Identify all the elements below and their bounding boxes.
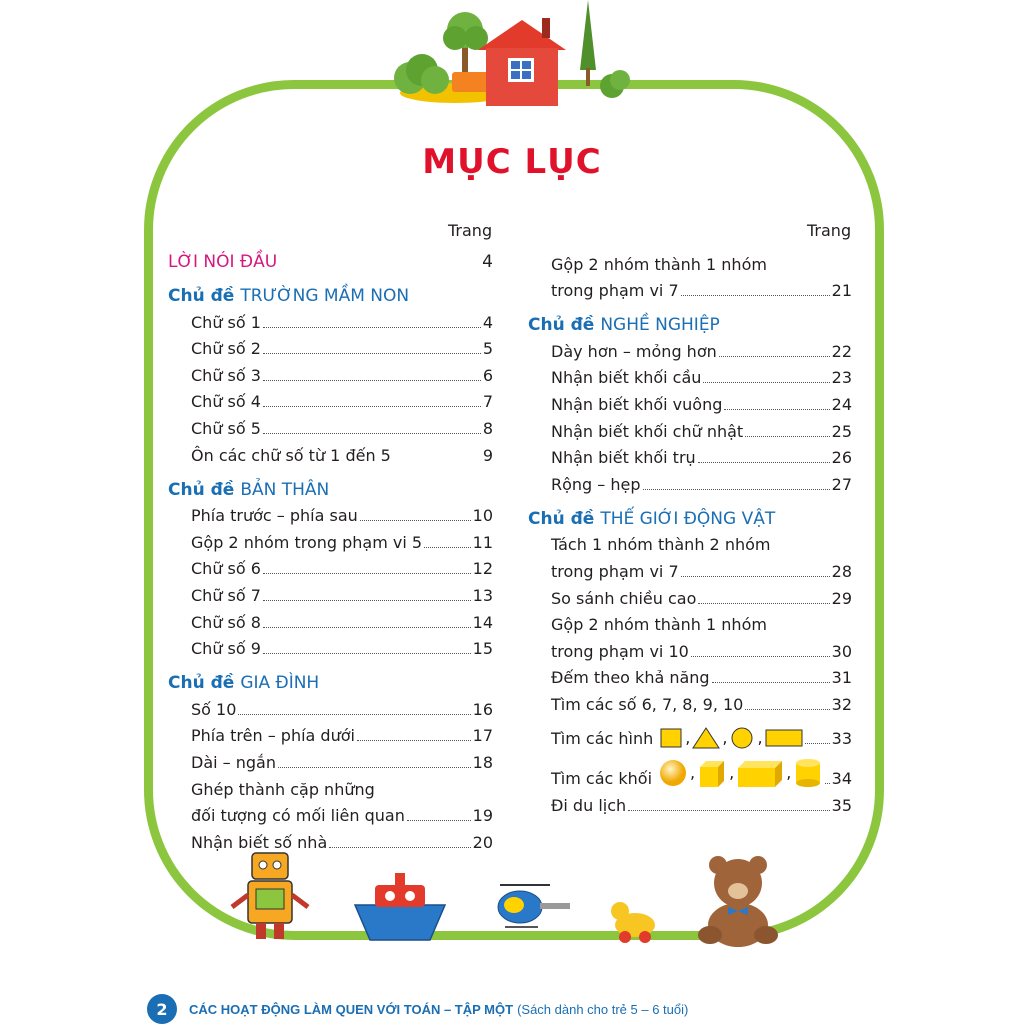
entry-page: 23 — [831, 368, 852, 388]
page-footer — [147, 994, 688, 1024]
entry-page: 30 — [831, 641, 852, 661]
toc-entry[interactable] — [528, 362, 852, 389]
entry-title: trong phạm vi 7 — [551, 561, 679, 581]
book-title: CÁC HOẠT ĐỘNG LÀM QUEN VỚI TOÁN – TẬP MỘT — [189, 1001, 514, 1017]
entry-page: 10 — [472, 506, 493, 526]
entry-title: Chữ số 5 — [191, 418, 261, 438]
topic-prefix: Chủ đề — [528, 315, 595, 336]
entry-title: Ôn các chữ số từ 1 đến 5 — [191, 445, 391, 465]
page-column-header-right: Trang — [807, 221, 852, 240]
toc-entry[interactable] — [528, 749, 852, 789]
entry-title: Chữ số 2 — [191, 339, 261, 359]
entry-page: 34 — [831, 768, 852, 788]
toc-entry[interactable] — [528, 789, 852, 816]
dot-leader — [643, 489, 830, 490]
shape-icons: , , , — [659, 727, 802, 749]
toc-entry[interactable] — [528, 582, 852, 609]
entry-title: Tìm các số 6, 7, 8, 9, 10 — [551, 694, 744, 714]
teddy-bear-illustration — [698, 856, 778, 947]
topic-prefix: Chủ đề — [168, 479, 235, 500]
cuboid-icon — [736, 758, 784, 788]
toc-entry[interactable] — [528, 388, 852, 415]
entry-title: Chữ số 4 — [191, 392, 261, 412]
entry-page: 28 — [831, 561, 852, 581]
toc-entry[interactable] — [168, 693, 493, 720]
entry-title: Nhận biết khối cầu — [551, 368, 702, 388]
dot-leader — [238, 714, 470, 715]
toc-entry[interactable] — [168, 412, 493, 439]
entry-lead-line: Gộp 2 nhóm thành 1 nhóm — [551, 254, 767, 274]
dot-leader — [805, 743, 830, 744]
toc-entry[interactable] — [168, 359, 493, 386]
entry-page: 22 — [831, 341, 852, 361]
entry-title: Nhận biết khối vuông — [551, 394, 723, 414]
dot-leader — [703, 382, 829, 383]
entry-title: Chữ số 9 — [191, 639, 261, 659]
sphere-icon — [658, 758, 688, 788]
entry-title: trong phạm vi 7 — [551, 281, 679, 301]
entry-page: 19 — [472, 806, 493, 826]
entry-page: 7 — [482, 392, 493, 412]
dot-leader — [424, 547, 471, 548]
entry-lead-line: Tách 1 nhóm thành 2 nhóm — [551, 535, 771, 555]
toc-entry[interactable] — [528, 468, 852, 495]
entry-lead-line: Ghép thành cặp những — [191, 779, 375, 799]
entry-page: 35 — [831, 795, 852, 815]
page-title: MỤC LỤC — [422, 142, 602, 182]
dot-leader — [745, 436, 829, 437]
entry-title: Chữ số 7 — [191, 585, 261, 605]
entry-page: 18 — [472, 752, 493, 772]
entry-title: trong phạm vi 10 — [551, 641, 689, 661]
entry-title: Chữ số 3 — [191, 365, 261, 385]
entry-title: Dày hơn – mỏng hơn — [551, 341, 717, 361]
robot-illustration — [232, 853, 308, 939]
toys-illustration — [220, 845, 780, 950]
entry-title: Đi du lịch — [551, 795, 627, 815]
page-number-badge: 2 — [147, 994, 177, 1024]
dot-leader — [691, 656, 830, 657]
entry-title: Chữ số 6 — [191, 559, 261, 579]
entry-page: 20 — [472, 832, 493, 852]
toc-right-column — [528, 248, 852, 816]
entry-page: 33 — [831, 728, 852, 748]
toc-entry[interactable] — [528, 415, 852, 442]
topic-heading — [168, 276, 493, 306]
dot-leader — [357, 740, 471, 741]
dot-leader — [681, 295, 830, 296]
entry-page: 13 — [472, 585, 493, 605]
entry-page: 21 — [831, 281, 852, 301]
entry-page: 6 — [482, 365, 493, 385]
dot-leader — [745, 709, 829, 710]
entry-page: 29 — [831, 588, 852, 608]
entry-title: Đếm theo khả năng — [551, 668, 710, 688]
dot-leader — [681, 576, 830, 577]
entry-page: 26 — [831, 448, 852, 468]
circle-icon — [729, 727, 755, 749]
toc-entry[interactable] — [168, 333, 493, 360]
toc-entry[interactable] — [528, 555, 852, 582]
entry-page: 27 — [831, 474, 852, 494]
entry-page: 14 — [472, 612, 493, 632]
page-column-header-left: Trang — [448, 221, 493, 240]
dot-leader — [263, 433, 481, 434]
topic-name: THẾ GIỚI ĐỘNG VẬT — [600, 508, 776, 529]
boat-illustration — [355, 873, 445, 940]
entry-title: Tìm các hình — [551, 728, 654, 748]
entry-title: Nhận biết số nhà — [191, 832, 328, 852]
topic-prefix: Chủ đề — [168, 286, 235, 306]
toc-entry[interactable] — [528, 335, 852, 362]
toc-entry[interactable] — [168, 500, 493, 527]
dot-leader — [719, 356, 830, 357]
entry-title: Nhận biết khối trụ — [551, 448, 696, 468]
topic-heading — [168, 470, 493, 500]
entry-page: 12 — [472, 559, 493, 579]
toc-entry[interactable] — [528, 442, 852, 469]
book-subtitle: (Sách dành cho trẻ 5 – 6 tuổi) — [517, 1001, 689, 1017]
toc-entry[interactable] — [168, 306, 493, 333]
toc-entry[interactable] — [528, 715, 852, 749]
dot-leader — [628, 810, 830, 811]
rectangle-icon — [765, 727, 803, 749]
entry-page: 4 — [482, 312, 493, 332]
dot-leader — [724, 409, 829, 410]
toc-entry[interactable] — [528, 635, 852, 662]
dot-leader — [698, 603, 829, 604]
entry-title: Số 10 — [191, 699, 237, 719]
dot-leader — [712, 682, 830, 683]
helicopter-illustration — [498, 885, 570, 927]
entry-page: 24 — [831, 394, 852, 414]
topic-prefix: Chủ đề — [168, 673, 235, 694]
entry-page: 25 — [831, 421, 852, 441]
entry-page: 5 — [482, 339, 493, 359]
topic-name: BẢN THÂN — [240, 479, 330, 500]
toc-entry[interactable] — [168, 553, 493, 580]
dot-leader — [263, 353, 481, 354]
topic-name: TRƯỜNG MẦM NON — [240, 286, 410, 306]
duck-toy-illustration — [611, 902, 655, 943]
entry-page: 16 — [472, 699, 493, 719]
toc-entry[interactable] — [168, 386, 493, 413]
dot-leader — [263, 380, 481, 381]
entry-title: Phía trên – phía dưới — [191, 726, 355, 746]
entry-page: 31 — [831, 668, 852, 688]
toc-entry[interactable] — [168, 526, 493, 553]
entry-page: 17 — [472, 726, 493, 746]
square-icon — [659, 727, 683, 749]
cube-icon — [697, 758, 727, 788]
toc-preface-entry[interactable] — [168, 248, 493, 272]
entry-title: Dài – ngắn — [191, 752, 276, 772]
toc-entry[interactable] — [168, 439, 493, 466]
topic-heading — [528, 499, 852, 529]
entry-title: Rộng – hẹp — [551, 474, 641, 494]
toc-entry[interactable] — [168, 800, 493, 827]
solid-icons: , , , — [658, 757, 823, 789]
toc-entry[interactable] — [168, 720, 493, 747]
entry-page: 8 — [482, 418, 493, 438]
topic-name: GIA ĐÌNH — [240, 673, 320, 694]
entry-title: So sánh chiều cao — [551, 588, 697, 608]
toc-entry[interactable] — [168, 606, 493, 633]
entry-title: đối tượng có mối liên quan — [191, 806, 405, 826]
dot-leader — [263, 653, 471, 654]
toc-entry[interactable] — [528, 275, 852, 302]
entry-title: Chữ số 1 — [191, 312, 261, 332]
preface-title: LỜI NÓI ĐẦU — [168, 252, 278, 272]
dot-leader — [263, 406, 481, 407]
entry-page: 11 — [472, 532, 493, 552]
preface-page: 4 — [482, 252, 493, 272]
topic-prefix: Chủ đề — [528, 508, 595, 529]
entry-title: Phía trước – phía sau — [191, 506, 358, 526]
house-scene-illustration — [390, 0, 640, 110]
entry-lead-line: Gộp 2 nhóm thành 1 nhóm — [551, 615, 767, 635]
toc-entry[interactable] — [168, 746, 493, 773]
entry-title: Tìm các khối — [551, 768, 653, 788]
dot-leader — [263, 600, 471, 601]
dot-leader — [360, 520, 471, 521]
entry-title: Chữ số 8 — [191, 612, 261, 632]
dot-leader — [263, 573, 471, 574]
toc-entry[interactable] — [528, 688, 852, 715]
toc-entry[interactable] — [168, 633, 493, 660]
dot-leader — [825, 783, 829, 784]
toc-entry[interactable] — [168, 579, 493, 606]
entry-title: Gộp 2 nhóm trong phạm vi 5 — [191, 532, 423, 552]
triangle-icon — [692, 727, 720, 749]
dot-leader — [263, 327, 481, 328]
entry-title: Nhận biết khối chữ nhật — [551, 421, 744, 441]
dot-leader — [407, 820, 471, 821]
dot-leader — [263, 627, 471, 628]
entry-page: 15 — [472, 639, 493, 659]
dot-leader — [278, 767, 471, 768]
topic-heading — [528, 305, 852, 335]
entry-page: 9 — [482, 445, 493, 465]
dot-leader — [698, 462, 830, 463]
topic-heading — [168, 663, 493, 693]
cylinder-icon — [793, 757, 823, 789]
toc-entry[interactable] — [528, 662, 852, 689]
entry-page: 32 — [831, 694, 852, 714]
toc-left-column — [168, 248, 493, 853]
topic-name: NGHỀ NGHIỆP — [600, 315, 720, 336]
